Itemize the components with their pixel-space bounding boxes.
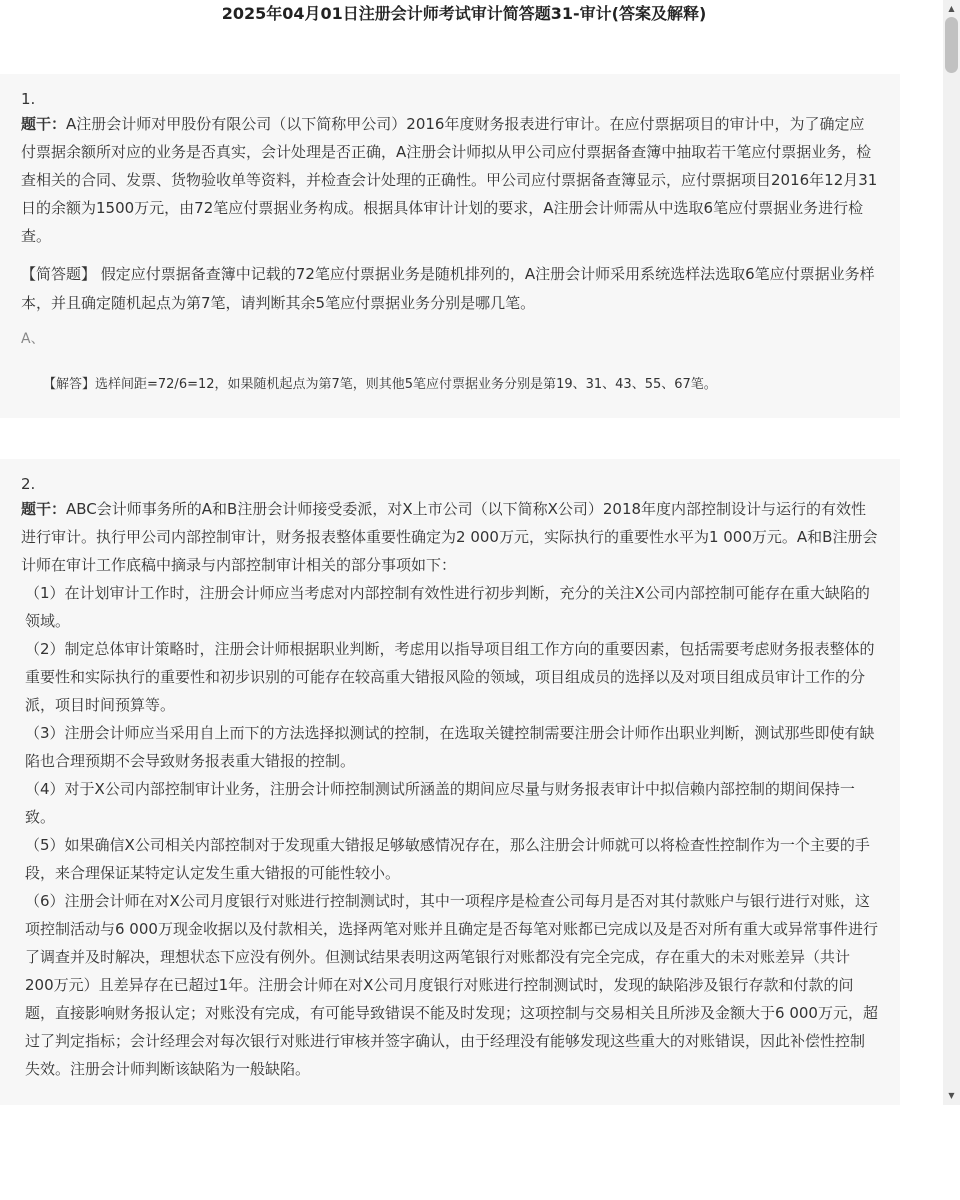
list-item: （6）注册会计师在对X公司月度银行对账进行控制测试时，其中一项程序是检查公司每月是否对其付款账户与银行进行对账，这项控制活动与6 000万现金收据以及付款相关，选择两笔对账并且确定是否每笔对账都已完成以及是否对所有重大或异常事件进行了调查并及时解决，理想状态下应没有例外。但测试结果表明这两笔银行对账都没有完全完成，存在重大的未对账差异（共计200万元）且差异存在已超过1年。注册会计师在对X公司月度银行对账进行控制测试时，发现的缺陷涉及银行存款和付款的问题，直接影响财务报认定；对账没有完成，有可能导致错误不能及时发现；这项控制与交易相关且所涉及金额大于6 000万元，超过了判定指标；会计经理会对每次银行对账进行审核并签字确认，由于经理没有能够发现这些重大的对账错误，因此补偿性控制失效。注册会计师判断该缺陷为一般缺陷。 <box>25 892 878 1078</box>
scroll-down-arrow-icon[interactable]: ▼ <box>948 1091 955 1100</box>
answer-explanation: 【解答】选样间距=72/6=12，如果随机起点为第7笔，则其他5笔应付票据业务分别是第19、31、43、55、67笔。 <box>43 377 717 392</box>
vertical-scrollbar[interactable] <box>943 0 960 1105</box>
question-card-2 <box>0 459 900 1105</box>
list-item: （3）注册会计师应当采用自上而下的方法选择拟测试的控制，在选取关键控制需要注册会计师作出职业判断，测试那些即使有缺陷也合理预期不会导致财务报表重大错报的控制。 <box>25 724 875 770</box>
list-item: （2）制定总体审计策略时，注册会计师根据职业判断，考虑用以指导项目组工作方向的重要因素，包括需要考虑财务报表整体的重要性和实际执行的重要性和初步识别的可能存在较高重大错报风险的领域，项目组成员的选择以及对项目组成员审计工作的分派，项目时间预算等。 <box>25 640 875 714</box>
stem-text: ABC会计师事务所的A和B注册会计师接受委派，对X上市公司（以下简称X公司）2018年度内部控制设计与运行的有效性进行审计。执行甲公司内部控制审计，财务报表整体重要性确定为2 000万元，实际执行的重要性水平为1 000万元。A和B注册会计师在审计工作底稿中摘录与内部控制审计相关的部分事项如下： <box>21 500 878 574</box>
answer-option[interactable]: A、 <box>21 331 45 347</box>
page-title: 2025年04月01日注册会计师考试审计简答题31-审计(答案及解释) <box>221 4 707 23</box>
sub-question: 【简答题】 假定应付票据备查簿中记载的72笔应付票据业务是随机排列的，A注册会计师采用系统选样法选取6笔应付票据业务样本，并且确定随机起点为第7笔，请判断其余5笔应付票据业务分别是哪几笔。 <box>21 265 875 312</box>
question-number: 1. <box>21 90 36 108</box>
question-card-1 <box>0 74 900 418</box>
stem-label: 题干： <box>21 500 67 518</box>
scroll-up-arrow-icon[interactable]: ▲ <box>948 4 955 13</box>
list-item: （4）对于X公司内部控制审计业务，注册会计师控制测试所涵盖的期间应尽量与财务报表审计中拟信赖内部控制的期间保持一致。 <box>25 780 855 826</box>
stem-text: A注册会计师对甲股份有限公司（以下简称甲公司）2016年度财务报表进行审计。在应付票据项目的审计中，为了确定应付票据余额所对应的业务是否真实，会计处理是否正确，A注册会计师拟从甲公司应付票据备查簿中抽取若干笔应付票据业务，检查相关的合同、发票、货物验收单等资料，并检查会计处理的正确性。甲公司应付票据备查簿显示，应付票据项目2016年12月31日的余额为1500万元，由72笔应付票据业务构成。根据具体审计计划的要求，A注册会计师需从中选取6笔应付票据业务进行检查。 <box>21 115 878 245</box>
stem-label: 题干： <box>21 115 67 133</box>
question-stem <box>21 110 878 250</box>
list-item: （5）如果确信X公司相关内部控制对于发现重大错报足够敏感情况存在，那么注册会计师就可以将检查性控制作为一个主要的手段，来合理保证某特定认定发生重大错报的可能性较小。 <box>25 836 870 882</box>
question-number: 2. <box>21 475 36 493</box>
list-item: （1）在计划审计工作时，注册会计师应当考虑对内部控制有效性进行初步判断，充分的关注X公司内部控制可能存在重大缺陷的领域。 <box>25 584 870 630</box>
scrollbar-thumb[interactable] <box>945 17 958 73</box>
question-stem <box>21 495 878 579</box>
